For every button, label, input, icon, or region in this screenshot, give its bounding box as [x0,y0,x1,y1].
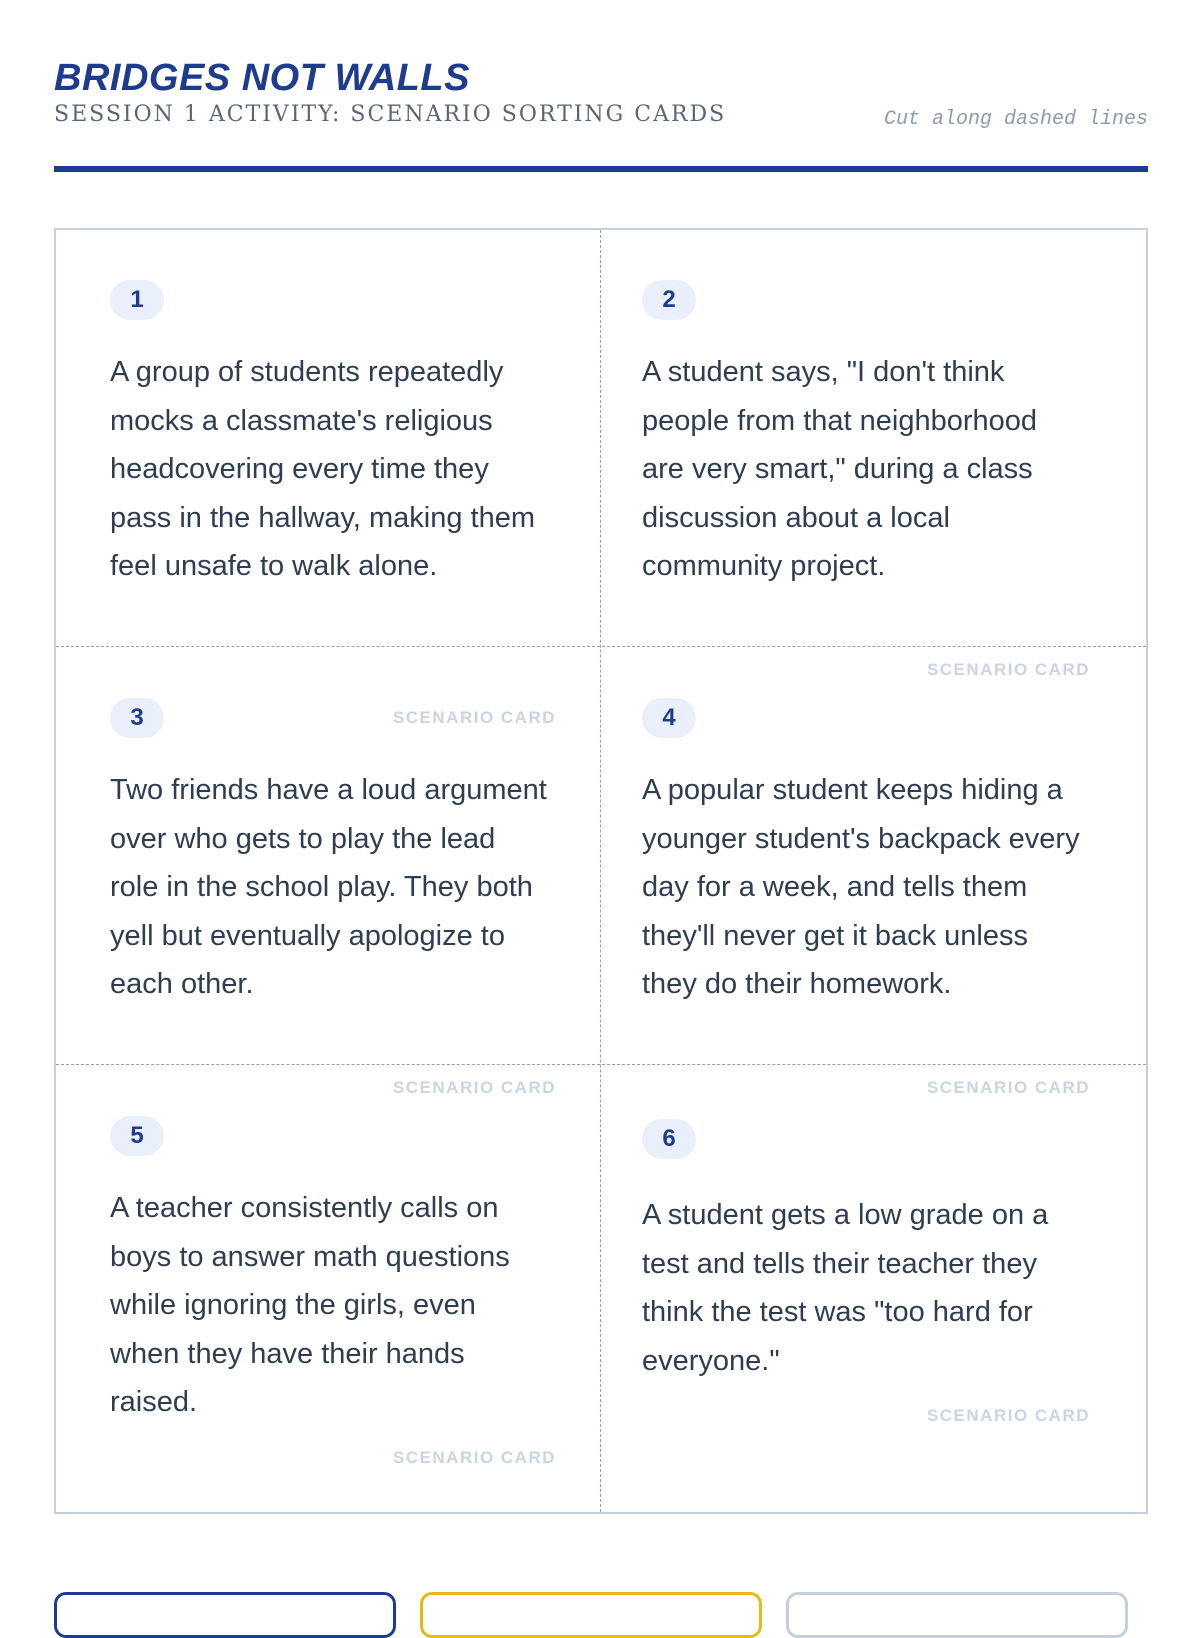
card-text: A student says, "I don't think people from that neighborhood are very smart," during a class discussion about a local community project. [642,356,1038,582]
page-header [54,56,1148,134]
category-box-yellow [420,1592,762,1638]
subtitle-row [54,100,1148,134]
card-text: A popular student keeps hiding a younger student's backpack every day for a week, and tells them they'll never get it back unless they do their homework. [642,774,1080,1000]
card-text: A teacher consistently calls on boys to answer math questions while ignoring the girls, even when they have their hands raised. [110,1192,510,1418]
horizontal-cut-line [56,1064,1146,1065]
card-number-badge: 1 [110,280,164,320]
category-box-gray [786,1592,1128,1638]
card-tag: SCENARIO CARD [392,1448,556,1467]
card-number-badge: 4 [642,698,696,738]
card-text: A group of students repeatedly mocks a classmate's religious headcovering every time they pass in the hallway, making them feel unsafe to walk alone. [110,356,536,582]
card-number-badge: 3 [110,698,164,738]
category-box-blue [54,1592,396,1638]
worksheet-title: BRIDGES NOT WALLS [54,57,470,99]
cut-instruction: Cut along dashed lines [883,108,1148,131]
card-tag: SCENARIO CARD [392,1078,556,1097]
vertical-cut-line [600,230,601,1512]
card-tag: SCENARIO CARD [926,1078,1090,1097]
card-text: Two friends have a loud argument over who gets to play the lead role in the school play. They both yell but eventually apologize to each other. [110,774,547,1000]
activity-subtitle: SESSION 1 ACTIVITY: SCENARIO SORTING CARDS [54,102,727,127]
card-number-badge: 2 [642,280,696,320]
card-tag: SCENARIO CARD [926,660,1090,679]
header-divider [54,166,1148,172]
horizontal-cut-line [56,646,1146,647]
card-text: A student gets a low grade on a test and tells their teacher they think the test was "too hard for everyone." [642,1199,1049,1377]
card-number-badge: 5 [110,1116,164,1156]
card-tag: SCENARIO CARD [926,1406,1090,1425]
card-sheet [54,228,1148,1514]
card-number-badge: 6 [642,1119,696,1159]
card-tag: SCENARIO CARD [392,708,556,727]
